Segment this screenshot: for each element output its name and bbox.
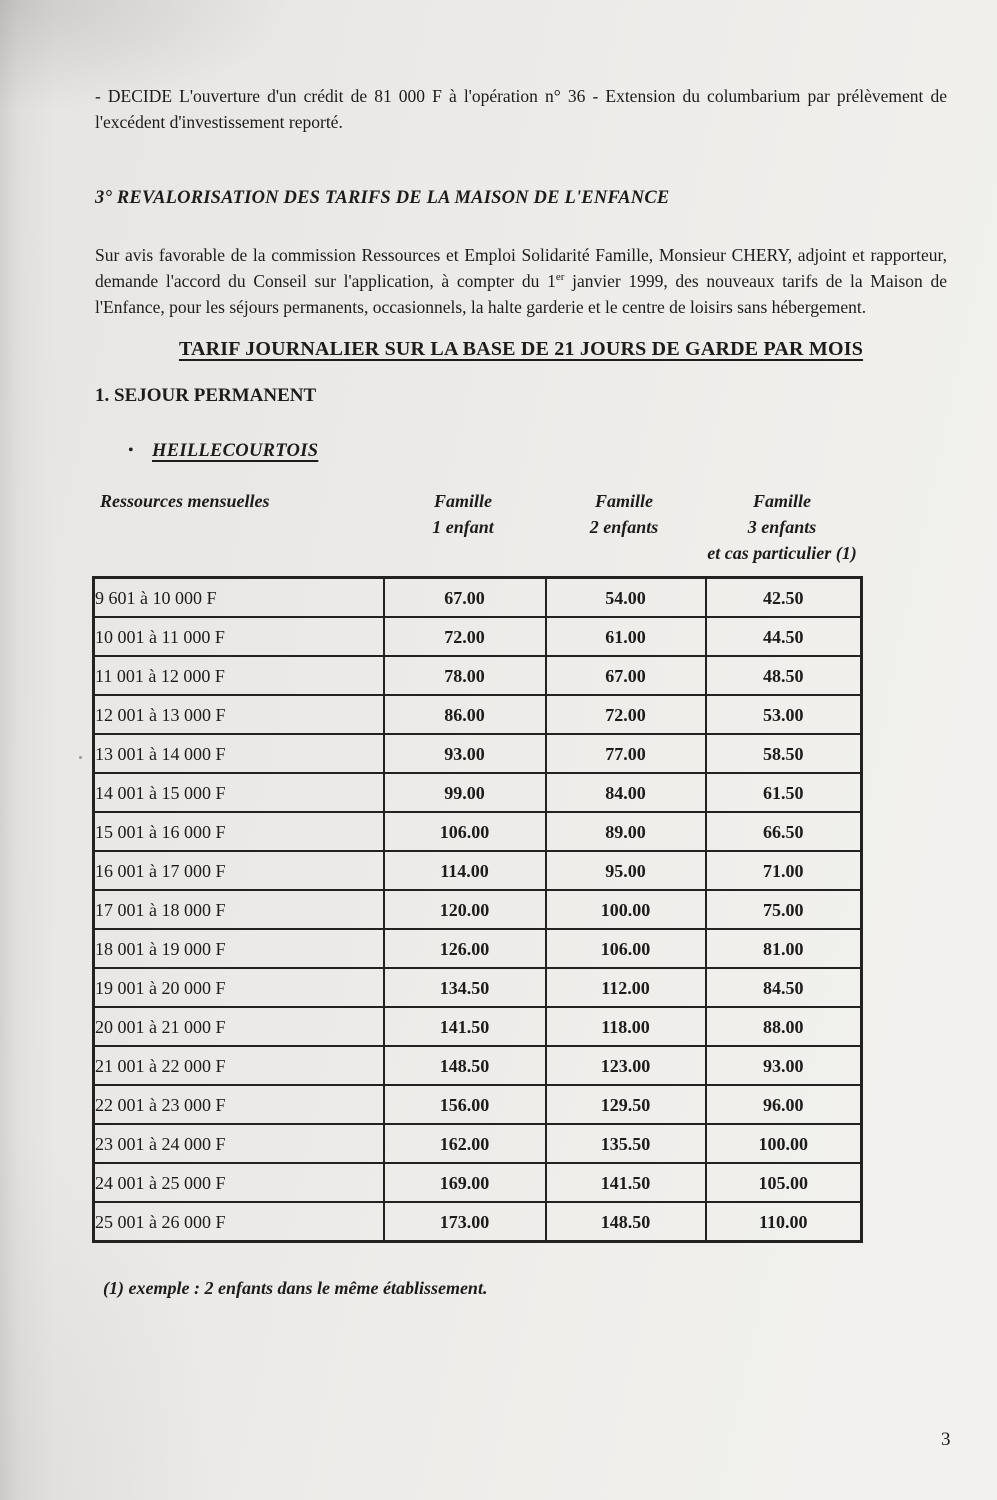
page-number: 3	[941, 1429, 951, 1450]
resource-range-cell: 23 001 à 24 000 F	[94, 1124, 384, 1163]
tariff-value-cell: 66.50	[706, 812, 862, 851]
tariff-value-cell: 106.00	[546, 929, 706, 968]
tariff-value-cell: 100.00	[546, 890, 706, 929]
tariff-value-cell: 100.00	[706, 1124, 862, 1163]
table-row	[94, 656, 862, 695]
header-line: 2 enfants	[589, 517, 659, 537]
table-row	[94, 812, 862, 851]
tariff-table-body	[94, 578, 862, 1242]
tariff-value-cell: 84.00	[546, 773, 706, 812]
tariff-value-cell: 134.50	[384, 968, 546, 1007]
bullet-line	[128, 438, 947, 464]
bullet-icon: •	[128, 442, 134, 459]
tariff-table	[92, 576, 863, 1243]
resource-range-cell: 10 001 à 11 000 F	[94, 617, 384, 656]
resource-range-cell: 25 001 à 26 000 F	[94, 1202, 384, 1242]
tariff-value-cell: 95.00	[546, 851, 706, 890]
resource-range-cell: 18 001 à 19 000 F	[94, 929, 384, 968]
tariff-value-cell: 99.00	[384, 773, 546, 812]
tariff-value-cell: 72.00	[384, 617, 546, 656]
resource-range-cell: 20 001 à 21 000 F	[94, 1007, 384, 1046]
table-row	[94, 968, 862, 1007]
header-family-2-children	[544, 488, 704, 566]
header-line: et cas particulier (1)	[707, 543, 857, 563]
decision-paragraph: - DECIDE L'ouverture d'un crédit de 81 000 F à l'opération n° 36 - Extension du columbarium par prélèvement de l'excédent d'investissement reporté.	[95, 86, 947, 132]
resource-range-cell: 17 001 à 18 000 F	[94, 890, 384, 929]
resource-range-cell: 19 001 à 20 000 F	[94, 968, 384, 1007]
tariff-value-cell: 148.50	[384, 1046, 546, 1085]
tariff-value-cell: 86.00	[384, 695, 546, 734]
table-row	[94, 1085, 862, 1124]
tariff-value-cell: 81.00	[706, 929, 862, 968]
resource-range-cell: 12 001 à 13 000 F	[94, 695, 384, 734]
resource-range-cell: 15 001 à 16 000 F	[94, 812, 384, 851]
tariff-value-cell: 71.00	[706, 851, 862, 890]
table-row	[94, 929, 862, 968]
header-family-1-child	[382, 488, 544, 566]
tariff-value-cell: 78.00	[384, 656, 546, 695]
resource-range-cell: 21 001 à 22 000 F	[94, 1046, 384, 1085]
table-row	[94, 890, 862, 929]
resource-range-cell: 24 001 à 25 000 F	[94, 1163, 384, 1202]
table-row	[94, 617, 862, 656]
resource-range-cell: 13 001 à 14 000 F	[94, 734, 384, 773]
footnote: (1) exemple : 2 enfants dans le même établissement.	[103, 1278, 488, 1298]
resource-range-cell: 14 001 à 15 000 F	[94, 773, 384, 812]
tariff-value-cell: 75.00	[706, 890, 862, 929]
header-resources: Ressources mensuelles	[100, 491, 270, 511]
header-line: Famille	[434, 491, 492, 511]
tariff-value-cell: 84.50	[706, 968, 862, 1007]
header-line: Famille	[595, 491, 653, 511]
tariff-value-cell: 58.50	[706, 734, 862, 773]
tariff-value-cell: 48.50	[706, 656, 862, 695]
tariff-value-cell: 105.00	[706, 1163, 862, 1202]
tariff-value-cell: 126.00	[384, 929, 546, 968]
table-row	[94, 1163, 862, 1202]
subsection-heading: 1. SEJOUR PERMANENT	[95, 385, 317, 406]
tariff-value-cell: 44.50	[706, 617, 862, 656]
tariff-value-cell: 173.00	[384, 1202, 546, 1242]
tariff-value-cell: 120.00	[384, 890, 546, 929]
tariff-value-cell: 112.00	[546, 968, 706, 1007]
tariff-value-cell: 54.00	[546, 578, 706, 618]
table-row	[94, 1007, 862, 1046]
tariff-value-cell: 42.50	[706, 578, 862, 618]
tariff-value-cell: 96.00	[706, 1085, 862, 1124]
tariff-value-cell: 53.00	[706, 695, 862, 734]
tariff-value-cell: 89.00	[546, 812, 706, 851]
tariff-value-cell: 118.00	[546, 1007, 706, 1046]
tariff-value-cell: 67.00	[384, 578, 546, 618]
column-headers	[92, 488, 860, 566]
tariff-value-cell: 169.00	[384, 1163, 546, 1202]
tariff-value-cell: 141.50	[546, 1163, 706, 1202]
table-row	[94, 1202, 862, 1242]
ordinal-superscript: er	[555, 271, 565, 284]
bullet-item-label: HEILLECOURTOIS	[152, 441, 319, 461]
table-row	[94, 578, 862, 618]
header-line: 1 enfant	[432, 517, 494, 537]
tariff-value-cell: 148.50	[546, 1202, 706, 1242]
header-line: Famille	[753, 491, 811, 511]
resource-range-cell: 22 001 à 23 000 F	[94, 1085, 384, 1124]
intro-paragraph	[95, 242, 947, 320]
resource-range-cell: 11 001 à 12 000 F	[94, 656, 384, 695]
tariff-value-cell: 72.00	[546, 695, 706, 734]
table-row	[94, 1046, 862, 1085]
tariff-value-cell: 88.00	[706, 1007, 862, 1046]
tariff-value-cell: 61.50	[706, 773, 862, 812]
tariff-value-cell: 110.00	[706, 1202, 862, 1242]
tariff-value-cell: 156.00	[384, 1085, 546, 1124]
tariff-value-cell: 106.00	[384, 812, 546, 851]
resource-range-cell: 9 601 à 10 000 F	[94, 578, 384, 618]
tariff-value-cell: 77.00	[546, 734, 706, 773]
header-family-3-children	[704, 488, 860, 566]
table-row	[94, 695, 862, 734]
tariff-value-cell: 93.00	[384, 734, 546, 773]
resource-range-cell: 16 001 à 17 000 F	[94, 851, 384, 890]
table-row	[94, 773, 862, 812]
intro-text-after: janvier 1999, des nouveaux tarifs de la Maison de l'Enfance, pour les séjours permanents, occasionnels, la halte garderie et le centre de loisirs sans hébergement.	[95, 271, 947, 317]
tariff-value-cell: 114.00	[384, 851, 546, 890]
tariff-value-cell: 67.00	[546, 656, 706, 695]
table-title-text: TARIF JOURNALIER SUR LA BASE DE 21 JOURS DE GARDE PAR MOIS	[178, 338, 864, 360]
tariff-value-cell: 123.00	[546, 1046, 706, 1085]
tariff-value-cell: 135.50	[546, 1124, 706, 1163]
section-heading: 3° REVALORISATION DES TARIFS DE LA MAISON DE L'ENFANCE	[95, 188, 670, 208]
header-line: 3 enfants	[747, 517, 817, 537]
table-row	[94, 851, 862, 890]
table-title	[95, 336, 947, 362]
tariff-value-cell: 61.00	[546, 617, 706, 656]
tariff-value-cell: 162.00	[384, 1124, 546, 1163]
tariff-value-cell: 141.50	[384, 1007, 546, 1046]
tariff-value-cell: 93.00	[706, 1046, 862, 1085]
table-row	[94, 1124, 862, 1163]
intro-text-before: Sur avis favorable de la commission Ressources et Emploi Solidarité Famille, Monsieur CHERY, adjoint et rapporteur, demande l'accord du Conseil sur l'application, à compter du 1	[95, 245, 947, 291]
table-row	[94, 734, 862, 773]
tariff-value-cell: 129.50	[546, 1085, 706, 1124]
